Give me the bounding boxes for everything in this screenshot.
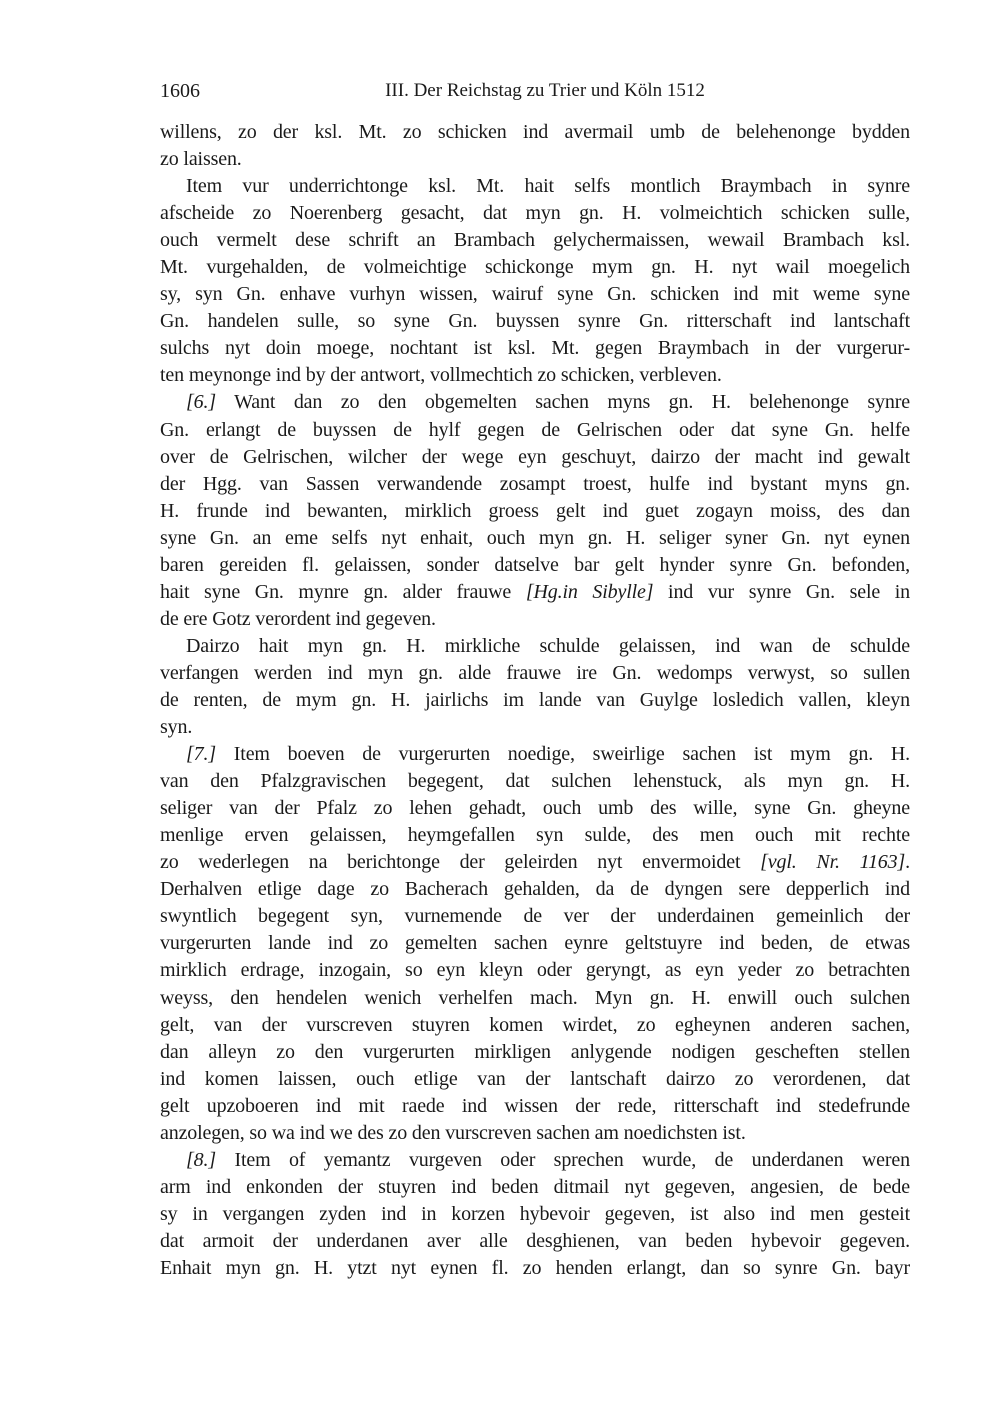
text-line	[160, 1201, 910, 1228]
text-line	[160, 1147, 910, 1174]
text-span: Dairzo hait myn gn. H. mirkliche schulde gelaissen, ind wan de schulde	[186, 634, 910, 657]
text-span: der Hgg. van Sassen verwandende zosampt troest, hulfe ind bystant myns gn.	[160, 472, 910, 495]
paragraph	[160, 741, 910, 1147]
text-line	[160, 335, 910, 362]
text-line	[160, 173, 910, 200]
text-span: afscheide zo Noerenberg gesacht, dat myn gn. H. volmeichtich schicken sulle,	[160, 202, 910, 225]
text-line	[160, 1012, 910, 1039]
text-line	[160, 795, 910, 822]
text-span: ind komen laissen, ouch etlige van der lantschaft dairzo zo verordenen, dat	[160, 1067, 910, 1090]
editorial-note: [Hg.in Sibylle]	[525, 580, 654, 603]
text-span: baren gereiden fl. gelaissen, sonder datselve bar gelt hynder synre Gn. befonden,	[160, 553, 910, 576]
text-line	[160, 822, 910, 849]
text-span: Derhalven etlige dage zo Bacherach gehalden, da de dyngen sere depperlich ind	[160, 878, 910, 901]
editorial-note: [6.]	[186, 391, 216, 414]
text-span: Mt. vurgehalden, de volmeichtige schickonge mym gn. H. nyt wail moegelich	[160, 256, 910, 279]
document-body	[160, 119, 910, 1282]
text-span: de ere Gotz verordent ind gegeven.	[160, 607, 436, 630]
text-line	[160, 417, 910, 444]
text-span: menlige erven gelaissen, heymgefallen syn sulde, des men ouch mit rechte	[160, 824, 910, 847]
text-span: seliger van der Pfalz zo lehen gehadt, ouch umb des wille, syne Gn. gheyne	[160, 797, 910, 820]
editorial-note: [8.]	[186, 1148, 216, 1171]
running-title: III. Der Reichstag zu Trier und Köln 1512	[385, 80, 705, 101]
text-line	[160, 362, 910, 389]
text-line	[160, 633, 910, 660]
text-line	[160, 119, 910, 146]
text-span: anzolegen, so wa ind we des zo den vurscreven sachen am noedichsten ist.	[160, 1121, 746, 1144]
text-span: zo wederlegen na berichtonge der geleirden nyt envermoidet	[160, 851, 761, 874]
text-span: Gn. handelen sulle, so syne Gn. buyssen synre Gn. ritterschaft ind lantschaft	[160, 310, 910, 333]
paragraph	[160, 173, 910, 389]
text-line	[160, 930, 910, 957]
text-span: .	[905, 851, 910, 874]
text-span: hait syne Gn. mynre gn. alder frauwe	[160, 580, 526, 603]
text-span: arm ind enkonden der stuyren ind beden ditmail nyt gegeven, angesien, de bede	[160, 1175, 910, 1198]
text-span: mirklich erdrage, inzogain, so eyn kleyn oder geryngt, as eyn yeder zo betrachten	[160, 959, 910, 982]
text-line	[160, 389, 910, 416]
text-span: Gn. erlangt de buyssen de hylf gegen de Gelrischen oder dat syne Gn. helfe	[160, 418, 910, 441]
text-line	[160, 1093, 910, 1120]
text-line	[160, 741, 910, 768]
paragraph	[160, 633, 910, 741]
text-line	[160, 714, 910, 741]
text-span: dat armoit der underdanen aver alle desghienen, van beden hybevoir gegeven.	[160, 1229, 910, 1252]
text-line	[160, 1228, 910, 1255]
text-line	[160, 606, 910, 633]
text-line	[160, 281, 910, 308]
page-number: 1606	[160, 80, 200, 102]
text-line	[160, 876, 910, 903]
text-span: gelt upzoboeren ind mit raede ind wissen der rede, ritterschaft ind stedefrunde	[160, 1094, 910, 1117]
text-line	[160, 200, 910, 227]
text-span: syne Gn. an eme selfs nyt enhait, ouch myn gn. H. seliger syner Gn. nyt eynen	[160, 526, 910, 549]
text-span: de renten, de mym gn. H. jairlichs im lande van Guylge losledich vallen, kleyn	[160, 688, 910, 711]
text-span: dan alleyn zo den vurgerurten mirkligen anlygende nodigen gescheften stellen	[160, 1040, 910, 1063]
text-line	[160, 849, 910, 876]
text-span: vurgerurten lande ind zo gemelten sachen eynre geltstuyre ind beden, de etwas	[160, 932, 910, 955]
text-line	[160, 444, 910, 471]
paragraph	[160, 1147, 910, 1282]
text-line	[160, 552, 910, 579]
text-span: van den Pfalzgravischen begegent, dat sulchen lehenstuck, als myn gn. H.	[160, 770, 910, 793]
text-line	[160, 308, 910, 335]
text-line	[160, 1039, 910, 1066]
text-span: sy, syn Gn. enhave vurhyn wissen, wairuf syne Gn. schicken ind mit weme syne	[160, 283, 910, 306]
text-span: zo laissen.	[160, 148, 242, 171]
text-span: ouch vermelt dese schrift an Brambach gelychermaissen, wewail Brambach ksl.	[160, 229, 910, 252]
text-line	[160, 957, 910, 984]
text-span: sulchs nyt doin moege, nochtant ist ksl. Mt. gegen Braymbach in der vurgerur-	[160, 337, 910, 360]
paragraph	[160, 119, 910, 173]
text-line	[160, 525, 910, 552]
editorial-note: [7.]	[186, 743, 216, 766]
text-line	[160, 768, 910, 795]
text-span: verfangen werden ind myn gn. alde frauwe ire Gn. wedomps verwyst, so sullen	[160, 661, 910, 684]
text-line	[160, 579, 910, 606]
text-line	[160, 660, 910, 687]
text-line	[160, 687, 910, 714]
page-header	[160, 80, 910, 108]
text-span: Enhait myn gn. H. ytzt nyt eynen fl. zo henden erlangt, dan so synre Gn. bayr	[160, 1256, 910, 1279]
text-span: Item vur underrichtonge ksl. Mt. hait selfs montlich Braymbach in synre	[186, 175, 910, 198]
text-span: over de Gelrischen, wilcher der wege eyn geschuyt, dairzo der macht ind gewalt	[160, 445, 910, 468]
text-line	[160, 1120, 910, 1147]
text-span: ind vur synre Gn. sele in	[653, 580, 910, 603]
text-span: H. frunde ind bewanten, mirklich groess gelt ind guet zogayn moiss, des dan	[160, 499, 910, 522]
text-span: syn.	[160, 716, 193, 739]
paragraph	[160, 389, 910, 632]
text-span: ten meynonge ind by der antwort, vollmechtich zo schicken, verbleven.	[160, 364, 722, 387]
editorial-note: [vgl. Nr. 1163]	[760, 851, 906, 874]
text-span: weyss, den hendelen wenich verhelfen mach. Myn gn. H. enwill ouch sulchen	[160, 986, 910, 1009]
text-line	[160, 1255, 910, 1282]
text-line	[160, 1066, 910, 1093]
text-span: Item boeven de vurgerurten noedige, sweirlige sachen ist mym gn. H.	[215, 743, 910, 766]
text-span: Want dan zo den obgemelten sachen myns gn. H. belehenonge synre	[215, 391, 910, 414]
text-span: Item of yemantz vurgeven oder sprechen wurde, de underdanen weren	[215, 1148, 910, 1171]
text-line	[160, 903, 910, 930]
text-line	[160, 471, 910, 498]
text-line	[160, 1174, 910, 1201]
text-span: gelt, van der vurscreven stuyren komen wirdet, zo egheynen anderen sachen,	[160, 1013, 910, 1036]
text-line	[160, 227, 910, 254]
text-span: swyntlich begegent syn, vurnemende de ver der underdainen gemeinlich der	[160, 905, 910, 928]
text-span: willens, zo der ksl. Mt. zo schicken ind avermail umb de belehenonge bydden	[160, 121, 910, 143]
text-line	[160, 498, 910, 525]
text-span: sy in vergangen zyden ind in korzen hybevoir gegeven, ist also ind men gesteit	[160, 1202, 910, 1225]
text-line	[160, 254, 910, 281]
text-line	[160, 146, 910, 173]
text-line	[160, 985, 910, 1012]
